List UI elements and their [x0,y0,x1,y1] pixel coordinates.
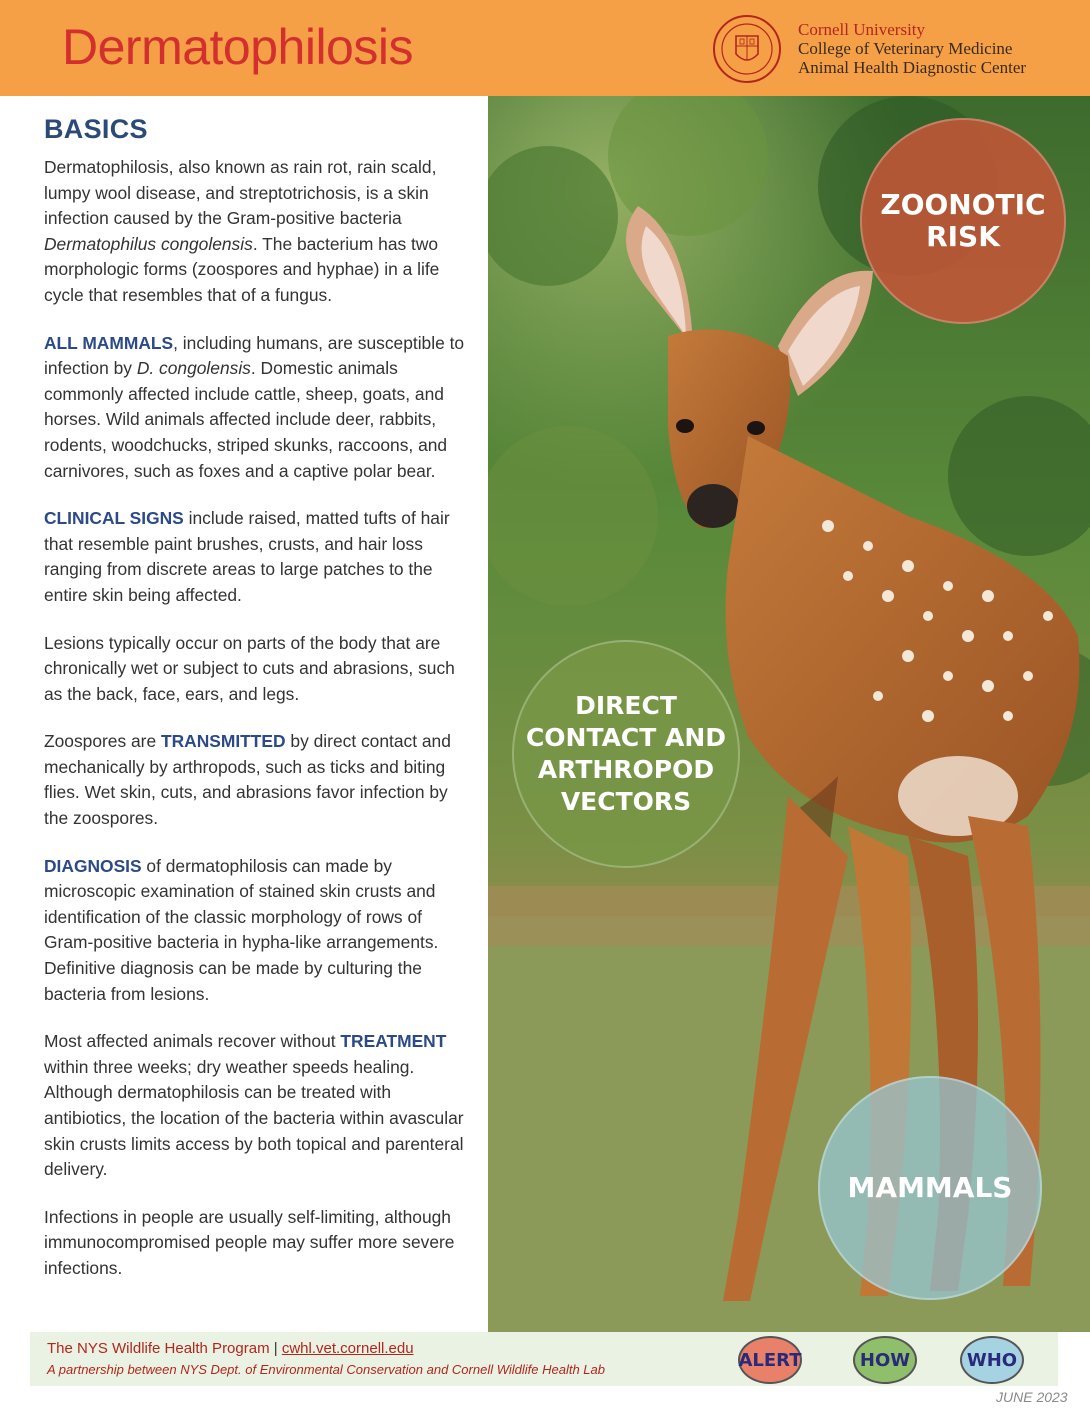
partnership-text: A partnership between NYS Dept. of Environmental Conservation and Cornell Wildlife Health Lab [47,1362,605,1377]
paragraph-transmission: Zoospores are TRANSMITTED by direct contact and mechanically by arthropods, such as ticks and biting flies. Wet skin, cuts, and abrasions favor infection by the zoospores. [44,731,451,829]
keyword-diagnosis: DIAGNOSIS [44,855,142,876]
section-heading: BASICS [44,114,148,144]
footer-program-line [47,1340,414,1357]
alert-button[interactable]: ALERT [738,1336,802,1384]
keyword-clinical-signs: CLINICAL SIGNS [44,508,184,529]
paragraph-mammals: ALL MAMMALS, including humans, are susceptible to infection by D. congolensis. Domestic animals commonly affected include cattle, sheep, goats, and horses. Wild animals affected include deer, rabbits, rodents, woodchucks, striped skunks, raccoons, and carnivores, such as foxes and a captive polar bear. [44,332,465,481]
publication-date: JUNE 2023 [996,1389,1068,1405]
header-bar [0,0,1090,96]
program-name: The NYS Wildlife Health Program [47,1340,270,1357]
paragraph-people: Infections in people are usually self-limiting, although immunocompromised people may suffer more severe infections. [44,1206,455,1278]
host-badge: MAMMALS [818,1076,1042,1300]
paragraph-treatment: Most affected animals recover without TREATMENT within three weeks; dry weather speeds healing. Although dermatophilosis can be treated with antibiotics, the location of the bacteria within avascular skin crusts limits access by both topical and parenteral delivery. [44,1031,464,1180]
program-link[interactable]: cwhl.vet.cornell.edu [281,1340,414,1357]
text-column [44,114,474,1304]
institution-block [798,20,1026,77]
zoonotic-risk-badge: ZOONOTIC RISK [860,118,1066,324]
who-button[interactable]: WHO [960,1336,1024,1384]
paragraph-lesions: Lesions typically occur on parts of the body that are chronically wet or subject to cuts and abrasions, such as the back, face, ears, and legs. [44,632,455,704]
species-name: Dermatophilus congolensis [44,233,253,254]
keyword-all-mammals: ALL MAMMALS [44,332,174,353]
cornell-seal-icon [712,14,782,84]
paragraph-diagnosis: DIAGNOSIS of dermatophilosis can made by microscopic examination of stained skin crusts and identification of the classic morphology of rows of Gram-positive bacteria in hypha-like arrangements. Definitive diagnosis can be made by culturing the bacteria from lesions. [44,855,439,1004]
paragraph-intro: Dermatophilosis, also known as rain rot, rain scald, lumpy wool disease, and streptotrichosis, is a skin infection caused by the Gram-positive bacteria Dermatophilus congolensis. The bacterium has two morphologic forms (zoospores and hyphae) in a life cycle that resembles that of a fungus. [44,157,440,305]
university-name: Cornell University [798,20,926,39]
how-button[interactable]: HOW [853,1336,917,1384]
footer-separator: | [273,1340,278,1357]
keyword-transmitted: TRANSMITTED [160,731,286,752]
college-name: College of Veterinary Medicine [798,39,1013,58]
keyword-treatment: TREATMENT [340,1031,447,1052]
paragraph-clinical-signs: CLINICAL SIGNS include raised, matted tufts of hair that resemble paint brushes, crusts, and hair loss ranging from discrete areas to large patches to the entire skin being affected. [44,508,450,605]
transmission-badge: DIRECT CONTACT AND ARTHROPOD VECTORS [512,640,740,868]
center-name: Animal Health Diagnostic Center [798,58,1027,77]
page-title: Dermatophilosis [62,19,413,75]
species-name: D. congolensis [136,358,251,379]
